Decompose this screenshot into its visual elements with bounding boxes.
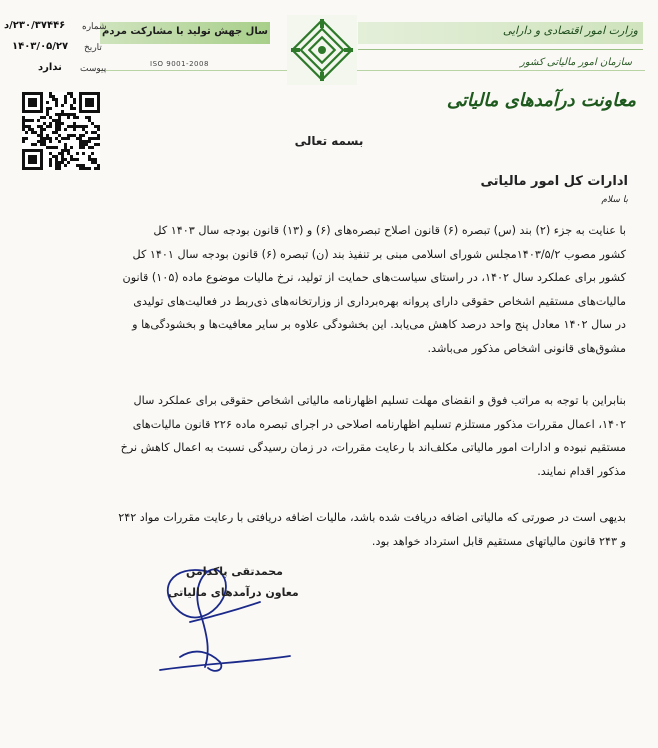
iso-label: ISO 9001-2008 <box>150 60 209 68</box>
header-divider <box>358 49 643 50</box>
number-value: ۲۳۰/۳۷۴۴۶/د <box>4 20 66 31</box>
signatory-title: معاون درآمدهای مالیاتی <box>168 586 299 599</box>
tax-organization-emblem-icon <box>287 15 357 85</box>
signatory-name: محمدتقی پاکدامن <box>186 565 283 578</box>
date-value: ۱۴۰۳/۰۵/۲۷ <box>12 41 69 52</box>
qr-code-icon <box>22 92 100 170</box>
greeting: با سلام <box>601 195 628 205</box>
paragraph-3 <box>24 506 626 553</box>
date-label: تاریخ <box>84 43 102 53</box>
bismillah-heading: بسمه تعالی <box>294 134 364 148</box>
header-divider-lower <box>100 70 645 71</box>
paragraph-line: ۱۴۰۲، اعمال مقررات مذکور مستلزم تسلیم اظهارنامه اصلاحی در اجرای تبصره ماده ۲۲۶ قانون مالیات‌های <box>132 417 626 431</box>
deputy-title: معاونت درآمدهای مالیاتی <box>446 90 636 111</box>
paragraph-line: مذکور اقدام نمایند. <box>537 464 626 478</box>
recipient: ادارات کل امور مالیاتی <box>480 174 628 189</box>
number-label: شماره <box>82 22 107 32</box>
paragraph-line: مشوق‌های قانونی اشخاص مذکور می‌باشد. <box>427 341 626 355</box>
paragraph-line: بنابراین با توجه به مراتب فوق و انقضای مهلت تسلیم اظهارنامه مالیاتی اشخاص حقوقی برای عملکرد سال <box>133 394 626 407</box>
year-slogan: سال جهش تولید با مشارکت مردم <box>102 26 268 37</box>
paragraph-line: مستقیم نبوده و ادارات امور مالیاتی مکلف‌اند با رعایت مقررات، در زمان رسیدگی نسبت به اعمال کاهش نرخ <box>120 441 626 454</box>
paragraph-2 <box>24 389 626 483</box>
paragraph-line: کشور برای عملکرد سال ۱۴۰۲، در راستای سیاست‌های حمایت از تولید، نرخ مالیات موضوع ماده (۱۰۵) قانون <box>122 271 626 284</box>
paragraph-line: با عنایت به جزء (۲) بند (س) تبصره (۶) قانون اصلاح تبصره‌های (۶) و (۱۳) قانون بودجه سال ۱۴۰۳ کل <box>153 224 626 237</box>
paragraph-line: در سال ۱۴۰۲ معادل پنج واحد درصد کاهش می‌یابد. این بخشودگی علاوه بر سایر معافیت‌ها و بخشودگی‌ها و <box>132 318 626 331</box>
paragraph-line: مالیات‌های مستقیم اشخاص حقوقی دارای پروانه بهره‌برداری از وزارتخانه‌های ذی‌ربط در فعالیت‌های تولیدی <box>133 294 626 308</box>
paragraph-line: بدیهی است در صورتی که مالیاتی اضافه دریافت شده باشد، مالیات اضافه دریافتی با رعایت مقررات مواد ۲۴۲ <box>118 511 626 524</box>
paragraph-line: و ۲۴۳ قانون مالیاتهای مستقیم قابل استرداد خواهد بود. <box>371 534 626 548</box>
organization-name: سازمان امور مالیاتی کشور <box>520 57 632 68</box>
paragraph-line: کشور مصوب ۱۴۰۳/۵/۲مجلس شورای اسلامی مبنی بر تنفیذ بند (ن) تبصره (۶) قانون بودجه سال ۱۴۰۱ کل <box>132 247 626 261</box>
ministry-name: وزارت امور اقتصادی و دارایی <box>502 24 638 37</box>
attachment-label: پیوست <box>80 64 107 74</box>
paragraph-1 <box>24 219 626 360</box>
attachment-value: ندارد <box>38 62 62 73</box>
